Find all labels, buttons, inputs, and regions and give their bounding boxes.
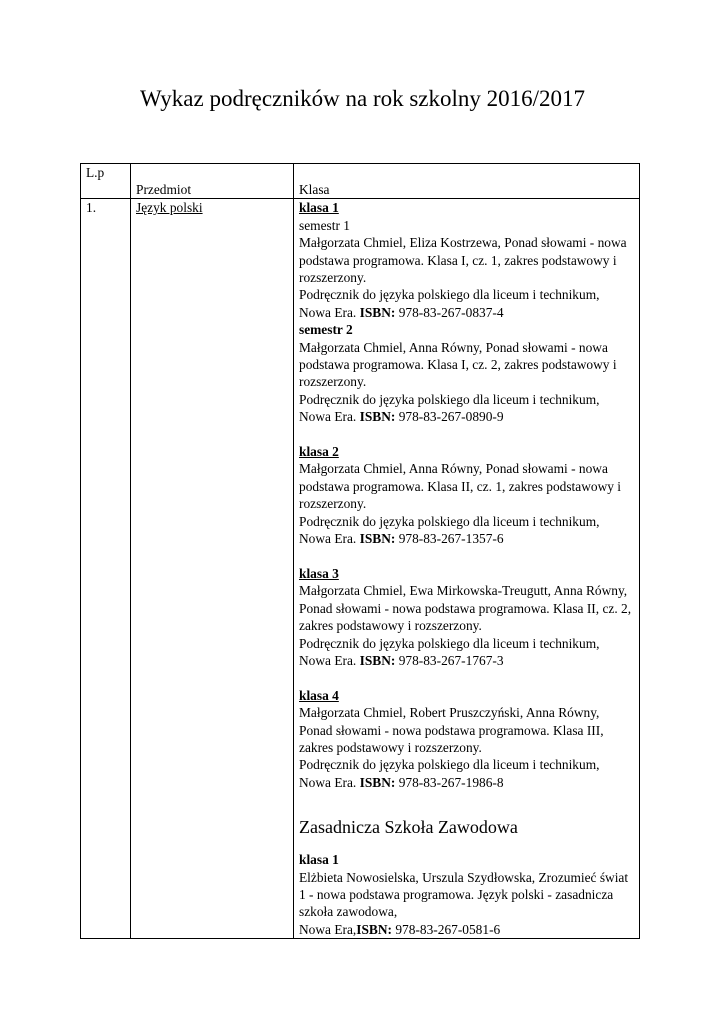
- klasa-3-book: Małgorzata Chmiel, Ewa Mirkowska-Treugutt, Anna Równy, Ponad słowami - nowa podstawa programowa. Klasa II, cz. 2, zakres podstawowy i rozszerzony.: [299, 583, 632, 634]
- class-cell: [294, 199, 640, 939]
- klasa-1-sem2-book: Małgorzata Chmiel, Anna Równy, Ponad słowami - nowa podstawa programowa. Klasa I, cz. 2, zakres podstawowy i rozszerzony.: [299, 339, 617, 390]
- klasa-2-book: Małgorzata Chmiel, Anna Równy, Ponad słowami - nowa podstawa programowa. Klasa II, cz. 1, zakres podstawowy i rozszerzony.: [299, 461, 622, 512]
- subject-cell: [131, 199, 294, 939]
- isbn-label: ISBN:: [359, 304, 396, 320]
- publisher: Nowa Era.: [299, 409, 360, 425]
- klasa-2-publisher-line: [299, 530, 634, 547]
- header-class: Klasa: [299, 182, 330, 197]
- header-lp: L.p: [81, 164, 131, 199]
- semestr-2-label: semestr 2: [299, 322, 353, 338]
- row-lp: 1.: [81, 199, 131, 939]
- spacer: [299, 426, 634, 443]
- header-subject: Przedmiot: [136, 182, 192, 197]
- textbook-table: [80, 163, 640, 939]
- zsz-heading: Zasadnicza Szkoła Zawodowa: [299, 817, 518, 838]
- klasa-1-sem2-desc: Podręcznik do języka polskiego dla liceum i technikum,: [299, 391, 600, 407]
- isbn-label: ISBN:: [359, 409, 396, 425]
- klasa-4-publisher-line: [299, 774, 634, 791]
- publisher: Nowa Era.: [299, 304, 360, 320]
- zsz-klasa-1-publisher-line: [299, 921, 634, 938]
- spacer: [299, 669, 634, 686]
- isbn-value: 978-83-267-1767-3: [395, 652, 504, 668]
- publisher: Nowa Era.: [299, 774, 360, 790]
- page-title: Wykaz podręczników na rok szkolny 2016/2017: [139, 86, 586, 111]
- isbn-label: ISBN:: [359, 774, 396, 790]
- header-class-cell: [294, 164, 640, 199]
- zsz-klasa-1-book: Elżbieta Nowosielska, Urszula Szydłowska, Zrozumieć świat 1 - nowa podstawa programowa. Język polski - zasadnicza szkoła zawodowa,: [299, 869, 629, 920]
- zsz-klasa-1-heading: klasa 1: [299, 852, 339, 868]
- klasa-1-sem2-publisher-line: [299, 408, 634, 425]
- isbn-value: 978-83-267-0581-6: [392, 921, 501, 937]
- isbn-label: ISBN:: [356, 921, 392, 937]
- klasa-4-book: Małgorzata Chmiel, Robert Pruszczyński, Anna Równy, Ponad słowami - nowa podstawa programowa. Klasa III, zakres podstawowy i rozszerzony.: [299, 705, 604, 755]
- klasa-1-sem1-book: Małgorzata Chmiel, Eliza Kostrzewa, Ponad słowami - nowa podstawa programowa. Klasa I, cz. 1, zakres podstawowy i rozszerzony.: [299, 235, 627, 286]
- table-row: [81, 199, 640, 939]
- publisher: Nowa Era.: [299, 652, 360, 668]
- klasa-4-desc: Podręcznik do języka polskiego dla liceum i technikum,: [299, 757, 600, 773]
- publisher: Nowa Era.: [299, 531, 360, 547]
- isbn-label: ISBN:: [359, 652, 396, 668]
- isbn-value: 978-83-267-1986-8: [395, 774, 504, 790]
- spacer: [299, 548, 634, 565]
- isbn-value: 978-83-267-1357-6: [395, 531, 504, 547]
- isbn-value: 978-83-267-0837-4: [395, 304, 504, 320]
- klasa-1-heading: klasa 1: [299, 200, 339, 216]
- isbn-label: ISBN:: [359, 531, 396, 547]
- subject-name: Język polski: [136, 200, 203, 216]
- klasa-4-heading: klasa 4: [299, 687, 339, 703]
- klasa-3-desc: Podręcznik do języka polskiego dla liceum i technikum,: [299, 635, 600, 651]
- klasa-1-sem1-publisher-line: [299, 304, 634, 321]
- klasa-2-heading: klasa 2: [299, 444, 339, 460]
- semestr-1-label: semestr 1: [299, 217, 350, 233]
- isbn-value: 978-83-267-0890-9: [395, 409, 504, 425]
- klasa-1-sem1-desc: Podręcznik do języka polskiego dla liceum i technikum,: [299, 287, 600, 303]
- header-subject-cell: [131, 164, 294, 199]
- klasa-3-publisher-line: [299, 652, 634, 669]
- klasa-2-desc: Podręcznik do języka polskiego dla liceum i technikum,: [299, 513, 600, 529]
- klasa-3-heading: klasa 3: [299, 565, 339, 581]
- table-header-row: [81, 164, 640, 199]
- publisher: Nowa Era,: [299, 921, 357, 937]
